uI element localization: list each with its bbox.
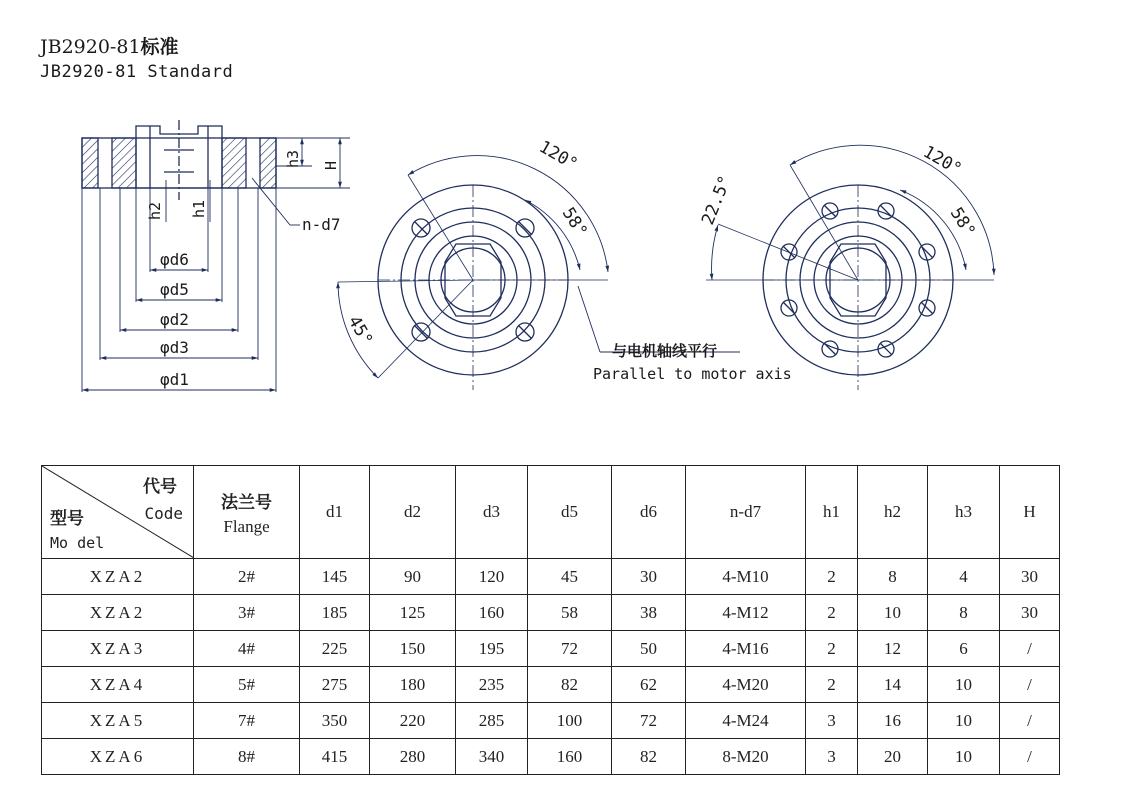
value-cell: 38 [612,595,686,631]
value-cell: 20 [858,739,928,775]
flange-cell: 3# [194,595,300,631]
table-row [42,703,1060,739]
column-header: d3 [456,466,528,559]
value-cell: 120 [456,559,528,595]
page-subtitle: JB2920-81 Standard [40,62,234,82]
value-cell: 8 [928,595,1000,631]
table-row [42,631,1060,667]
label-d5: φd5 [160,280,189,299]
value-cell: / [1000,739,1060,775]
value-cell: 280 [370,739,456,775]
value-cell: 10 [928,703,1000,739]
value-cell: / [1000,667,1060,703]
value-cell: 195 [456,631,528,667]
table-header-row [42,466,1060,559]
value-cell: 72 [612,703,686,739]
label-58-a: 58° [557,204,591,241]
value-cell: 50 [612,631,686,667]
table-row [42,739,1060,775]
value-cell: 235 [456,667,528,703]
value-cell: 62 [612,667,686,703]
value-cell: 2 [806,595,858,631]
value-cell: 4-M10 [686,559,806,595]
label-d1: φd1 [160,370,189,389]
value-cell: 90 [370,559,456,595]
flange-header-cn: 法兰号 [221,492,272,513]
flange-header [194,466,300,559]
value-cell: 6 [928,631,1000,667]
value-cell: 415 [300,739,370,775]
model-cell: XZA6 [42,739,194,775]
value-cell: 58 [528,595,612,631]
label-d6: φd6 [160,250,189,269]
value-cell: 45 [528,559,612,595]
corner-model-cn: 型号 [50,509,84,529]
value-cell: 82 [528,667,612,703]
flange-cell: 7# [194,703,300,739]
front-view-8-holes [706,145,994,390]
label-d2: φd2 [160,310,189,329]
value-cell: 225 [300,631,370,667]
value-cell: 14 [858,667,928,703]
label-45: 45° [343,312,377,350]
value-cell: 30 [1000,559,1060,595]
label-120-a: 120° [535,137,581,175]
label-22-5: 22.5° [698,172,736,228]
value-cell: 350 [300,703,370,739]
column-header: n-d7 [686,466,806,559]
column-header: h1 [806,466,858,559]
value-cell: / [1000,703,1060,739]
value-cell: 72 [528,631,612,667]
value-cell: 4-M20 [686,667,806,703]
model-cell: XZA2 [42,559,194,595]
value-cell: 82 [612,739,686,775]
label-58-b: 58° [945,204,979,241]
column-header: H [1000,466,1060,559]
value-cell: 8 [858,559,928,595]
value-cell: 10 [928,667,1000,703]
value-cell: 160 [528,739,612,775]
value-cell: 30 [612,559,686,595]
value-cell: 12 [858,631,928,667]
value-cell: 275 [300,667,370,703]
value-cell: 3 [806,739,858,775]
note-en: Parallel to motor axis [593,365,792,383]
value-cell: / [1000,631,1060,667]
value-cell: 4 [928,559,1000,595]
column-header: h3 [928,466,1000,559]
corner-code-cn: 代号 [143,477,177,497]
label-n-d7: n-d7 [302,215,341,234]
corner-model-en: Mo del [50,534,105,552]
value-cell: 150 [370,631,456,667]
value-cell: 4-M12 [686,595,806,631]
corner-code-en: Code [144,504,183,523]
value-cell: 4-M24 [686,703,806,739]
value-cell: 145 [300,559,370,595]
value-cell: 340 [456,739,528,775]
value-cell: 220 [370,703,456,739]
label-d3: φd3 [160,338,189,357]
column-header: d2 [370,466,456,559]
label-H: H [322,160,340,170]
flange-cell: 2# [194,559,300,595]
model-cell: XZA2 [42,595,194,631]
value-cell: 2 [806,559,858,595]
note-cn: 与电机轴线平行 [612,342,718,360]
section-view [82,120,350,392]
model-cell: XZA5 [42,703,194,739]
table-row [42,595,1060,631]
label-h3: h3 [284,149,302,168]
value-cell: 160 [456,595,528,631]
value-cell: 285 [456,703,528,739]
column-header: d5 [528,466,612,559]
flange-cell: 4# [194,631,300,667]
label-h2: h2 [146,201,164,220]
model-cell: XZA3 [42,631,194,667]
table-row [42,667,1060,703]
table-row [42,559,1060,595]
label-h1: h1 [190,199,208,218]
value-cell: 8-M20 [686,739,806,775]
column-header: d6 [612,466,686,559]
value-cell: 3 [806,703,858,739]
spec-table [41,465,1060,775]
value-cell: 10 [928,739,1000,775]
flange-cell: 5# [194,667,300,703]
model-cell: XZA4 [42,667,194,703]
label-120-b: 120° [919,142,965,180]
column-header: h2 [858,466,928,559]
value-cell: 180 [370,667,456,703]
value-cell: 30 [1000,595,1060,631]
flange-cell: 8# [194,739,300,775]
value-cell: 2 [806,667,858,703]
value-cell: 125 [370,595,456,631]
page-title: JB2920-81标准 [40,36,179,58]
column-header: d1 [300,466,370,559]
value-cell: 4-M16 [686,631,806,667]
value-cell: 16 [858,703,928,739]
value-cell: 10 [858,595,928,631]
flange-header-en: Flange [223,516,270,536]
value-cell: 100 [528,703,612,739]
value-cell: 185 [300,595,370,631]
value-cell: 2 [806,631,858,667]
corner-header-cell [42,466,194,559]
